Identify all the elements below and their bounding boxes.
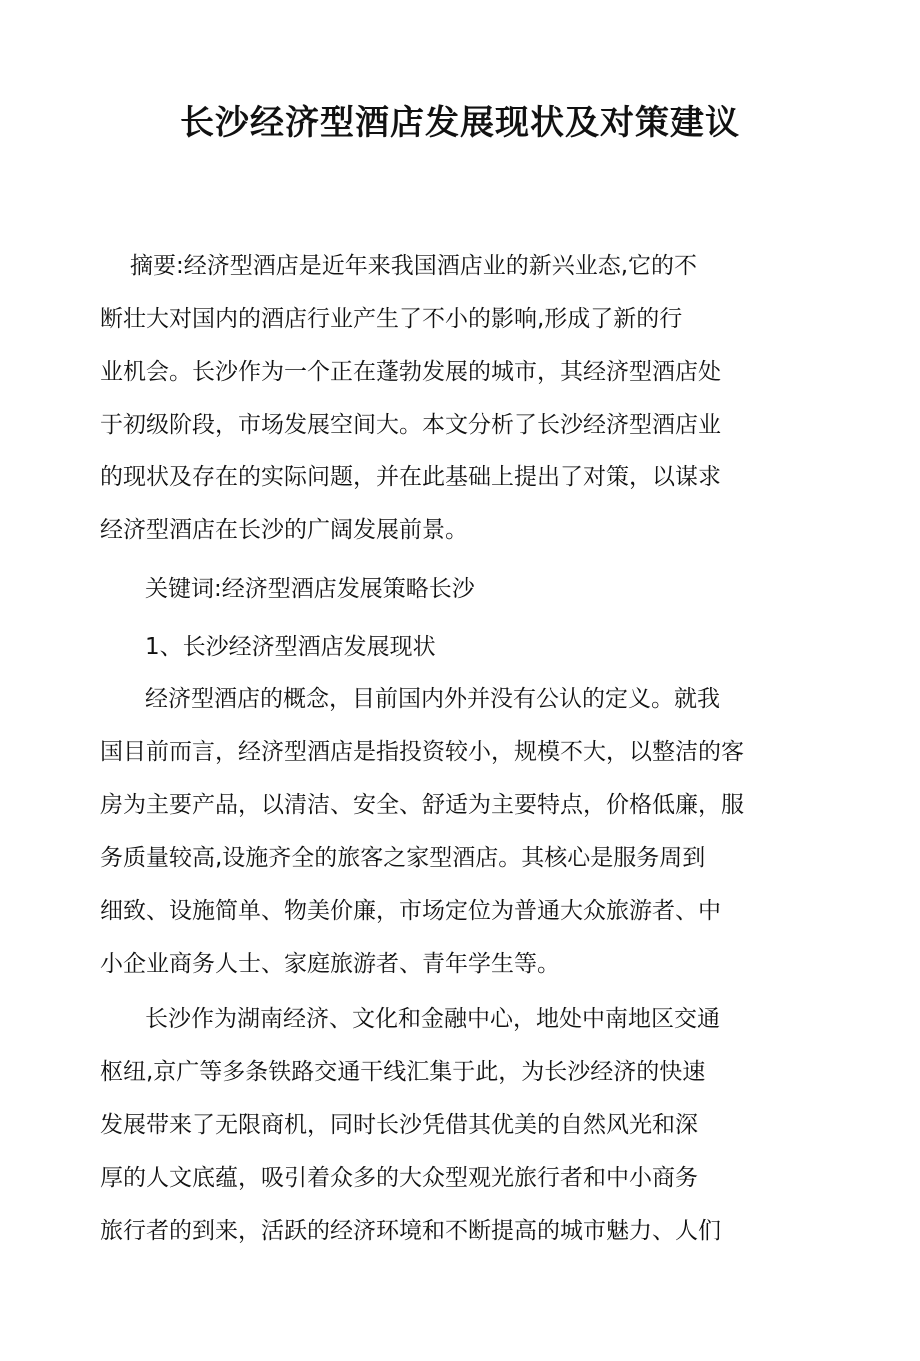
text-line: 业机会。长沙作为一个正在蓬勃发展的城市，其经济型酒店处 [100, 359, 721, 385]
text-line: 国目前而言，经济型酒店是指投资较小，规模不大，以整洁的客 [100, 739, 744, 765]
text-line: 房为主要产品，以清洁、安全、舒适为主要特点，价格低廉，服 [100, 792, 744, 818]
text-line: 旅行者的到来，活跃的经济环境和不断提高的城市魅力、人们 [100, 1218, 721, 1244]
text-line: 经济型酒店的概念，目前国内外并没有公认的定义。就我 [145, 686, 720, 712]
text-line: 摘要:经济型酒店是近年来我国酒店业的新兴业态,它的不 [130, 253, 698, 279]
keywords-line: 关键词:经济型酒店发展策略长沙 [145, 576, 475, 602]
text-line: 于初级阶段，市场发展空间大。本文分析了长沙经济型酒店业 [100, 412, 721, 438]
text-line: 长沙作为湖南经济、文化和金融中心，地处中南地区交通 [145, 1006, 720, 1032]
text-line: 枢纽,京广等多条铁路交通干线汇集于此，为长沙经济的快速 [100, 1059, 706, 1085]
text-line: 厚的人文底蕴，吸引着众多的大众型观光旅行者和中小商务 [100, 1165, 698, 1191]
text-line: 经济型酒店在长沙的广阔发展前景。 [100, 517, 468, 543]
document-title: 长沙经济型酒店发展现状及对策建议 [180, 103, 740, 143]
text-line: 的现状及存在的实际问题，并在此基础上提出了对策，以谋求 [100, 464, 721, 490]
text-line: 发展带来了无限商机，同时长沙凭借其优美的自然风光和深 [100, 1112, 698, 1138]
section-heading: 1、长沙经济型酒店发展现状 [145, 634, 436, 660]
text-line: 小企业商务人士、家庭旅游者、青年学生等。 [100, 951, 560, 977]
text-line: 细致、设施简单、物美价廉，市场定位为普通大众旅游者、中 [100, 898, 721, 924]
text-line: 断壮大对国内的酒店行业产生了不小的影响,形成了新的行 [100, 306, 683, 332]
text-line: 务质量较高,设施齐全的旅客之家型酒店。其核心是服务周到 [100, 845, 706, 871]
